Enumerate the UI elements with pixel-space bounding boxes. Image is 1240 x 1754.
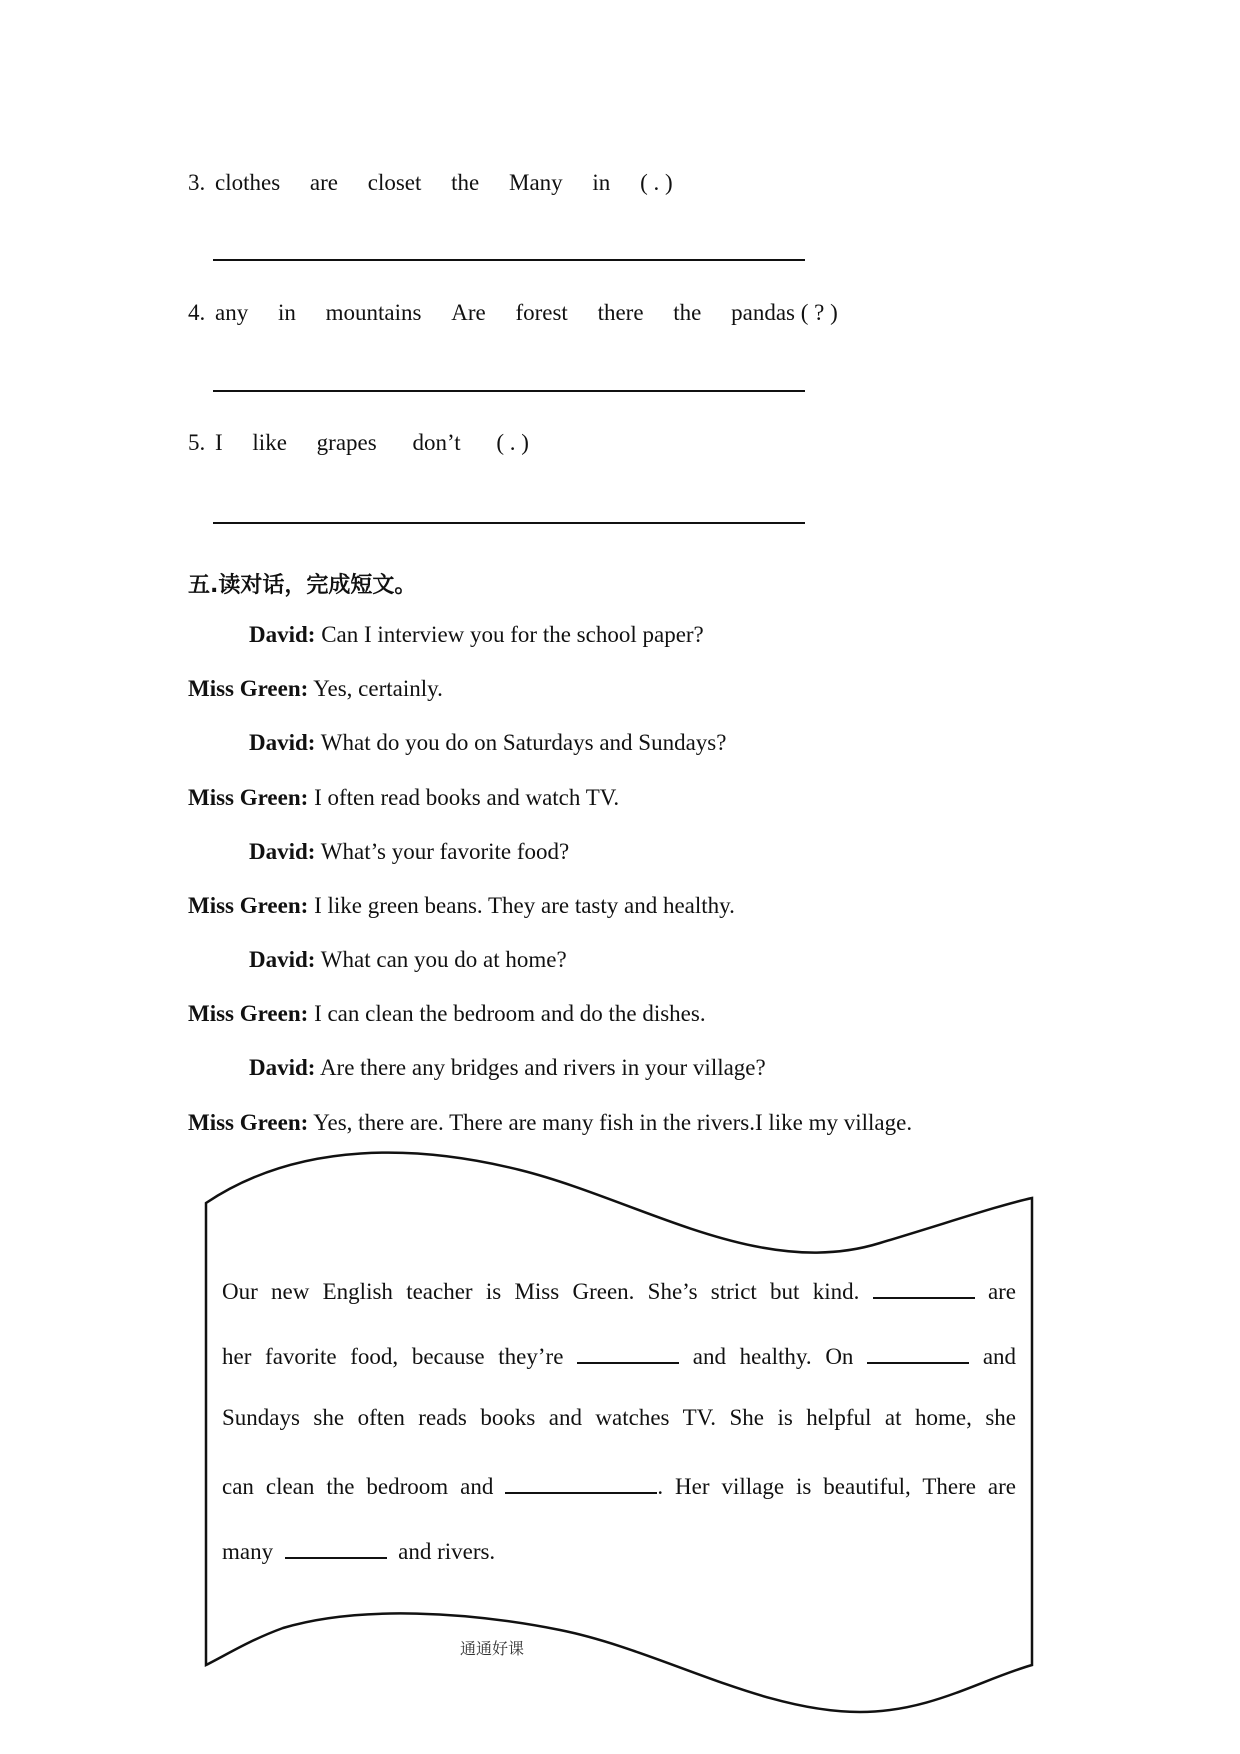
speaker: David: bbox=[249, 839, 316, 864]
section-title: 五.读对话，完成短文。 bbox=[188, 573, 417, 598]
utterance: I like green beans. They are tasty and healthy. bbox=[314, 893, 735, 918]
utterance: Are there any bridges and rivers in your village? bbox=[319, 1055, 766, 1080]
word: ( . ) bbox=[496, 430, 529, 455]
word: the bbox=[451, 170, 480, 195]
passage-line-5 bbox=[222, 1535, 495, 1565]
passage-line-2 bbox=[222, 1340, 1016, 1370]
speaker: David: bbox=[249, 730, 316, 755]
word: I bbox=[215, 430, 223, 455]
word: clothes bbox=[215, 170, 281, 195]
word: any bbox=[215, 300, 249, 325]
speaker: David: bbox=[249, 622, 316, 647]
footer-text: 通通好课 bbox=[460, 1639, 525, 1658]
word: closet bbox=[367, 170, 422, 195]
passage-text: are bbox=[987, 1279, 1017, 1304]
blank-field[interactable] bbox=[505, 1470, 657, 1494]
speaker: Miss Green: bbox=[188, 893, 309, 918]
word: ( . ) bbox=[640, 170, 673, 195]
speaker: Miss Green: bbox=[188, 1001, 309, 1026]
word: there bbox=[597, 300, 644, 325]
utterance: Can I interview you for the school paper? bbox=[321, 622, 704, 647]
utterance: What do you do on Saturdays and Sundays? bbox=[320, 730, 727, 755]
passage-text: many bbox=[222, 1539, 274, 1564]
word: like bbox=[252, 430, 287, 455]
utterance: What’s your favorite food? bbox=[320, 839, 570, 864]
question-number: 4. bbox=[188, 300, 206, 325]
utterance: Yes, there are. There are many fish in the rivers.I like my village. bbox=[313, 1110, 913, 1135]
passage-line-4 bbox=[222, 1470, 1016, 1500]
word: mountains bbox=[325, 300, 422, 325]
passage-line-1 bbox=[222, 1275, 1016, 1305]
blank-field[interactable] bbox=[873, 1275, 975, 1299]
speaker: Miss Green: bbox=[188, 1110, 309, 1135]
speaker: Miss Green: bbox=[188, 676, 309, 701]
word: Are bbox=[451, 300, 486, 325]
word: forest bbox=[515, 300, 568, 325]
word: the bbox=[673, 300, 702, 325]
question-number: 5. bbox=[188, 430, 206, 455]
passage-text: . Her village is beautiful, There are bbox=[657, 1474, 1017, 1499]
word: don’t bbox=[412, 430, 461, 455]
question-number: 3. bbox=[188, 170, 206, 195]
utterance: Yes, certainly. bbox=[313, 676, 443, 701]
blank-field[interactable] bbox=[867, 1340, 969, 1364]
word: in bbox=[592, 170, 611, 195]
passage-text: and rivers. bbox=[398, 1539, 496, 1564]
utterance: I can clean the bedroom and do the dishes. bbox=[314, 1001, 706, 1026]
passage-text: can clean the bedroom and bbox=[222, 1474, 494, 1499]
passage-text: and bbox=[982, 1344, 1017, 1369]
passage-line-3 bbox=[222, 1405, 1016, 1431]
utterance: I often read books and watch TV. bbox=[314, 785, 620, 810]
word: in bbox=[277, 300, 296, 325]
passage-text: her favorite food, because they’re bbox=[222, 1344, 564, 1369]
word: pandas ( ? ) bbox=[731, 300, 838, 325]
passage-text: Our new English teacher is Miss Green. She’s strict but kind. bbox=[222, 1279, 860, 1304]
utterance: What can you do at home? bbox=[320, 947, 567, 972]
word: are bbox=[309, 170, 338, 195]
passage-text: Sundays she often reads books and watches TV. She is helpful at home, she bbox=[222, 1405, 1016, 1430]
blank-field[interactable] bbox=[577, 1340, 679, 1364]
speaker: David: bbox=[249, 947, 316, 972]
word: Many bbox=[509, 170, 563, 195]
passage-text: and healthy. On bbox=[692, 1344, 854, 1369]
blank-field[interactable] bbox=[285, 1535, 387, 1559]
word: grapes bbox=[316, 430, 377, 455]
speaker: Miss Green: bbox=[188, 785, 309, 810]
speaker: David: bbox=[249, 1055, 316, 1080]
